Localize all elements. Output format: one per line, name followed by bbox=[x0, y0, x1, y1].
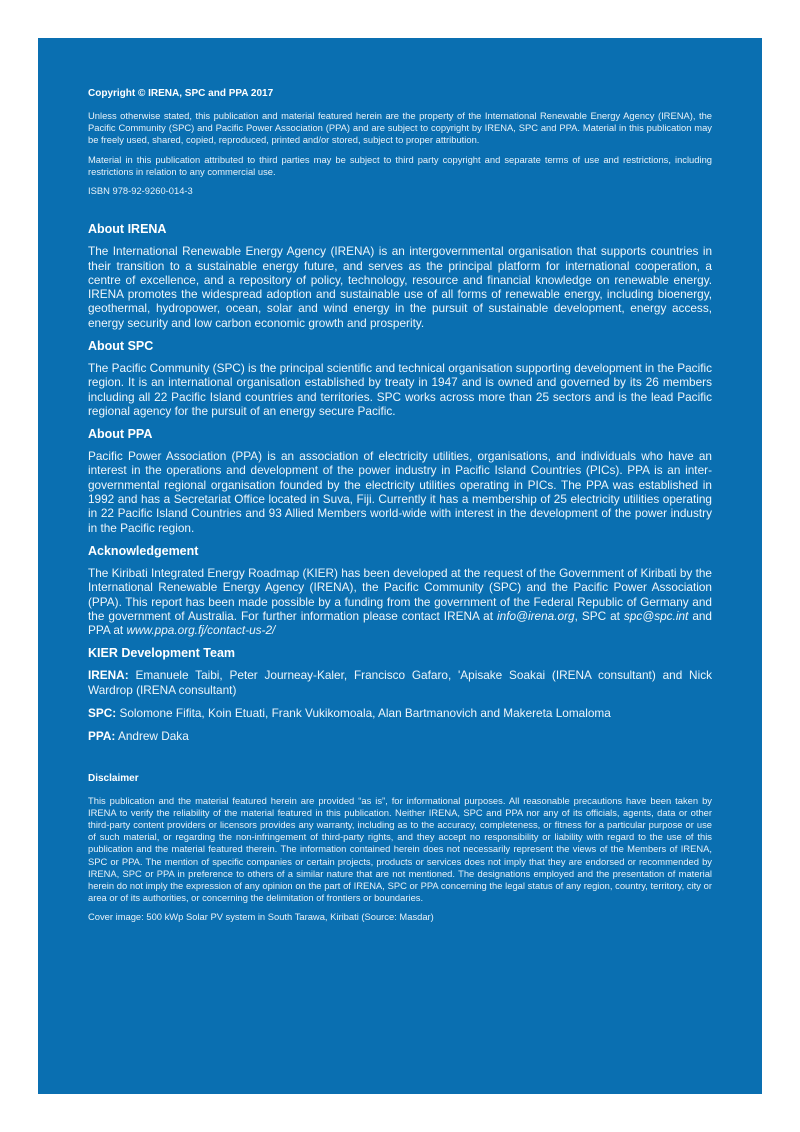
team-irena-names: Emanuele Taibi, Peter Journeay-Kaler, Francisco Gafaro, 'Apisake Soakai (IRENA consultant) and Nick Wardrop (IRENA consultant) bbox=[88, 668, 712, 697]
disclaimer-heading: Disclaimer bbox=[88, 772, 139, 784]
team-irena bbox=[88, 668, 712, 697]
about-irena-heading: About IRENA bbox=[88, 222, 167, 237]
copyright-paragraph-1: Unless otherwise stated, this publication and material featured herein are the property of the International Renewable Energy Agency (IRENA), the Pacific Community (SPC) and Pacific Power Association (PPA) and are subject to copyright by IRENA, SPC and PPA. Material in this publication may be freely used, shared, copied, reproduced, printed and/or stored, subject to proper attribution. bbox=[88, 110, 712, 146]
acknowledgement-mid-2: and PPA at bbox=[88, 608, 712, 638]
disclaimer-body: This publication and the material featured herein are provided “as is”, for informational purposes. All reasonable precautions have been taken by IRENA to verify the reliability of the material featured in this publication. Neither IRENA, SPC and PPA nor any of its officials, agents, data or other third-party content providers or licensors provides any warranty, including as to the accuracy, completeness, or fitness for a particular purpose or use of such material, or regarding the non-infringement of third-party rights, and they accept no responsibility or liability with regard to the use of this publication and the material featured therein. The information contained herein does not necessarily represent the views of the Members of IRENA, SPC or PPA. The mention of specific companies or certain projects, products or services does not imply that they are endorsed or recommended by IRENA, SPC or PPA in preference to others of a similar nature that are not mentioned. The designations employed and the presentation of material herein do not imply the expression of any opinion on the part of IRENA, SPC or PPA concerning the legal status of any region, country, territory, city or area or of its authorities, or concerning the delimitation of frontiers or boundaries. bbox=[88, 794, 712, 904]
panel-content bbox=[88, 88, 712, 931]
cover-image-credit: Cover image: 500 kWp Solar PV system in South Tarawa, Kiribati (Source: Masdar) bbox=[88, 911, 434, 923]
about-ppa-heading: About PPA bbox=[88, 427, 153, 442]
copyright-paragraph-2: Material in this publication attributed to third parties may be subject to third party copyright and separate terms of use and restrictions, including restrictions in relation to any commercial use. bbox=[88, 153, 712, 177]
copyright-heading: Copyright © IRENA, SPC and PPA 2017 bbox=[88, 88, 274, 99]
ppa-url-link[interactable]: www.ppa.org.fj/contact-us-2/ bbox=[126, 623, 276, 638]
acknowledgement-text: The Kiribati Integrated Energy Roadmap (KIER) has been developed at the request of the Government of Kiribati by the International Renewable Energy Agency (IRENA), the Pacific Community (SPC) and the Pacific Power Association (PPA). This report has been made possible by a funding from the government of the Federal Republic of Germany and the government of Australia. For further information please contact IRENA at bbox=[88, 565, 712, 623]
team-ppa-label: PPA: bbox=[88, 729, 116, 744]
team-heading: KIER Development Team bbox=[88, 646, 236, 661]
isbn-text: ISBN 978-92-9260-014-3 bbox=[88, 185, 193, 197]
about-irena-body: The International Renewable Energy Agency (IRENA) is an intergovernmental organisation that supports countries in their transition to a sustainable energy future, and serves as the principal platform for international cooperation, a centre of excellence, and a repository of policy, technology, resource and financial knowledge on renewable energy. IRENA promotes the widespread adoption and sustainable use of all forms of renewable energy, including bioenergy, geothermal, hydropower, ocean, solar and wind energy in the pursuit of sustainable development, energy access, energy security and low carbon economic growth and prosperity. bbox=[88, 244, 712, 330]
about-spc-body: The Pacific Community (SPC) is the principal scientific and technical organisation supporting development in the Pacific region. It is an international organisation established by treaty in 1947 and is owned and governed by its 26 members including all 22 Pacific Island countries and territories. SPC works across more than 25 sectors and is the lead Pacific regional agency for the pursuit of an energy secure Pacific. bbox=[88, 361, 712, 418]
team-spc-names: Solomone Fifita, Koin Etuati, Frank Vukikomoala, Alan Bartmanovich and Makereta Lomaloma bbox=[119, 706, 611, 721]
acknowledgement-body bbox=[88, 566, 712, 637]
irena-email-link[interactable]: info@irena.org bbox=[497, 608, 575, 623]
about-ppa-body: Pacific Power Association (PPA) is an association of electricity utilities, organisations, and individuals who have an interest in the operations and development of the power industry in Pacific Island Countries (PICs). PPA is an inter-governmental regional organisation founded by the electricity utilities operating in PICs. The PPA was established in 1992 and has a Secretariat Office located in Suva, Fiji. Currently it has a membership of 25 electricity utilities operating in 22 Pacific Island Countries and 93 Allied Members world-wide with interest in the development of the power industry in the Pacific region. bbox=[88, 449, 712, 535]
acknowledgement-mid-1: , SPC at bbox=[574, 608, 620, 623]
team-spc bbox=[88, 706, 712, 720]
spc-email-link[interactable]: spc@spc.int bbox=[623, 608, 689, 623]
info-panel bbox=[38, 38, 762, 1094]
about-spc-heading: About SPC bbox=[88, 339, 154, 353]
team-spc-label: SPC: bbox=[88, 706, 117, 721]
acknowledgement-heading: Acknowledgement bbox=[88, 543, 199, 558]
team-ppa bbox=[88, 729, 712, 743]
team-ppa-names: Andrew Daka bbox=[117, 729, 189, 744]
team-irena-label: IRENA: bbox=[88, 668, 129, 683]
